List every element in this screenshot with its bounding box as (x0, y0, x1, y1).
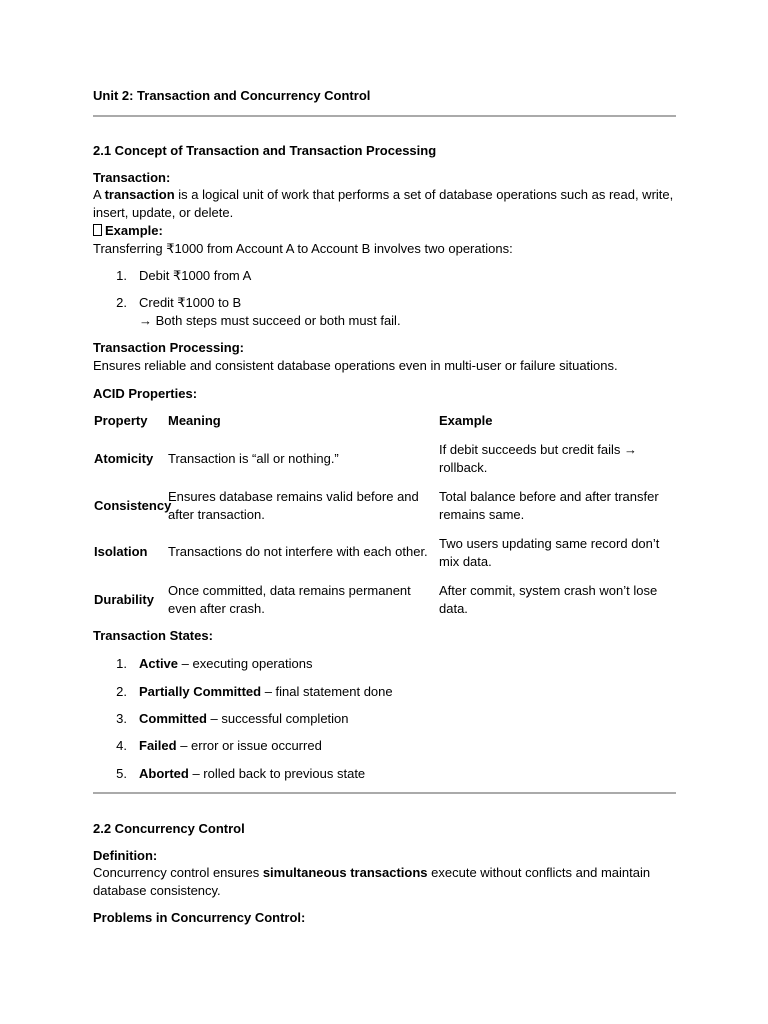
table-header: Property (94, 413, 148, 428)
table-cell-meaning: Transactions do not interfere with each other. (168, 544, 428, 559)
table-cell-meaning: Ensures database remains valid before and after transaction. (168, 489, 419, 522)
def-prefix: Concurrency control ensures (93, 865, 263, 880)
list-number: 2. (116, 684, 127, 699)
table-cell-meaning: Once committed, data remains permanent even after crash. (168, 583, 411, 616)
concurrency-definition-line1 (93, 864, 650, 882)
divider (93, 792, 676, 794)
state-desc: – successful completion (206, 711, 349, 726)
list-text (139, 737, 322, 755)
processing-text: Ensures reliable and consistent database operations even in multi-user or failure situations. (93, 358, 618, 373)
table-cell-example: Total balance before and after transfer remains same. (439, 489, 659, 522)
def-bold-term: transaction (104, 187, 175, 202)
states-label: Transaction States: (93, 628, 213, 643)
table-cell-meaning: Transaction is “all or nothing.” (168, 451, 339, 466)
acid-label: ACID Properties: (93, 386, 198, 401)
table-header: Meaning (168, 413, 221, 428)
definition-label: Definition: (93, 848, 158, 863)
processing-label: Transaction Processing: (93, 340, 244, 355)
list-text (139, 765, 365, 783)
table-cell-example: After commit, system crash won’t lose data. (439, 583, 658, 616)
state-name: Active (139, 656, 179, 671)
state-desc: – executing operations (178, 656, 313, 671)
def-bold-term: simultaneous transactions (262, 865, 428, 880)
problems-label: Problems in Concurrency Control: (93, 910, 306, 925)
steps-note: → Both steps must succeed or both must fail. (139, 313, 401, 328)
transaction-label: Transaction: (93, 170, 171, 185)
list-number: 4. (116, 738, 127, 753)
def-rest: is a logical unit of work that performs a set of database operations such as read, write, (174, 187, 674, 202)
list-number: 1. (116, 656, 127, 671)
table-cell-property: Durability (94, 592, 154, 607)
state-name: Partially Committed (139, 684, 262, 699)
list-text (139, 655, 312, 673)
list-number: 2. (116, 295, 127, 310)
def-rest: execute without conflicts and maintain (427, 865, 651, 880)
table-cell-property: Consistency (94, 498, 172, 513)
unit-title: Unit 2: Transaction and Concurrency Control (93, 88, 371, 103)
list-number: 1. (116, 268, 127, 283)
def-prefix: A (93, 187, 105, 202)
list-text (139, 683, 393, 701)
state-desc: – error or issue occurred (176, 738, 322, 753)
example-label-row (93, 222, 163, 240)
concurrency-definition-line2: database consistency. (93, 883, 221, 898)
section-2-1-heading: 2.1 Concept of Transaction and Transaction Processing (93, 143, 437, 158)
state-name: Failed (139, 738, 177, 753)
list-text (139, 710, 349, 728)
list-number: 3. (116, 711, 127, 726)
transaction-definition-line1 (93, 186, 673, 204)
state-name: Committed (139, 711, 207, 726)
section-2-2-heading: 2.2 Concurrency Control (93, 821, 245, 836)
state-desc: – final statement done (261, 684, 393, 699)
divider (93, 115, 676, 117)
list-text: Debit ₹1000 from A (139, 268, 252, 283)
missing-glyph-icon (93, 224, 102, 236)
table-cell-example: If debit succeeds but credit fails → rollback. (439, 442, 637, 475)
state-name: Aborted (139, 766, 189, 781)
state-desc: – rolled back to previous state (188, 766, 366, 781)
list-number: 5. (116, 766, 127, 781)
table-cell-property: Isolation (94, 544, 148, 559)
transaction-definition-line2: insert, update, or delete. (93, 205, 234, 220)
table-cell-example: Two users updating same record don’t mix data. (439, 536, 660, 569)
example-label: Example: (105, 223, 163, 238)
example-text: Transferring ₹1000 from Account A to Account B involves two operations: (93, 241, 513, 256)
list-text: Credit ₹1000 to B (139, 295, 242, 310)
table-header: Example (439, 413, 493, 428)
table-cell-property: Atomicity (94, 451, 154, 466)
